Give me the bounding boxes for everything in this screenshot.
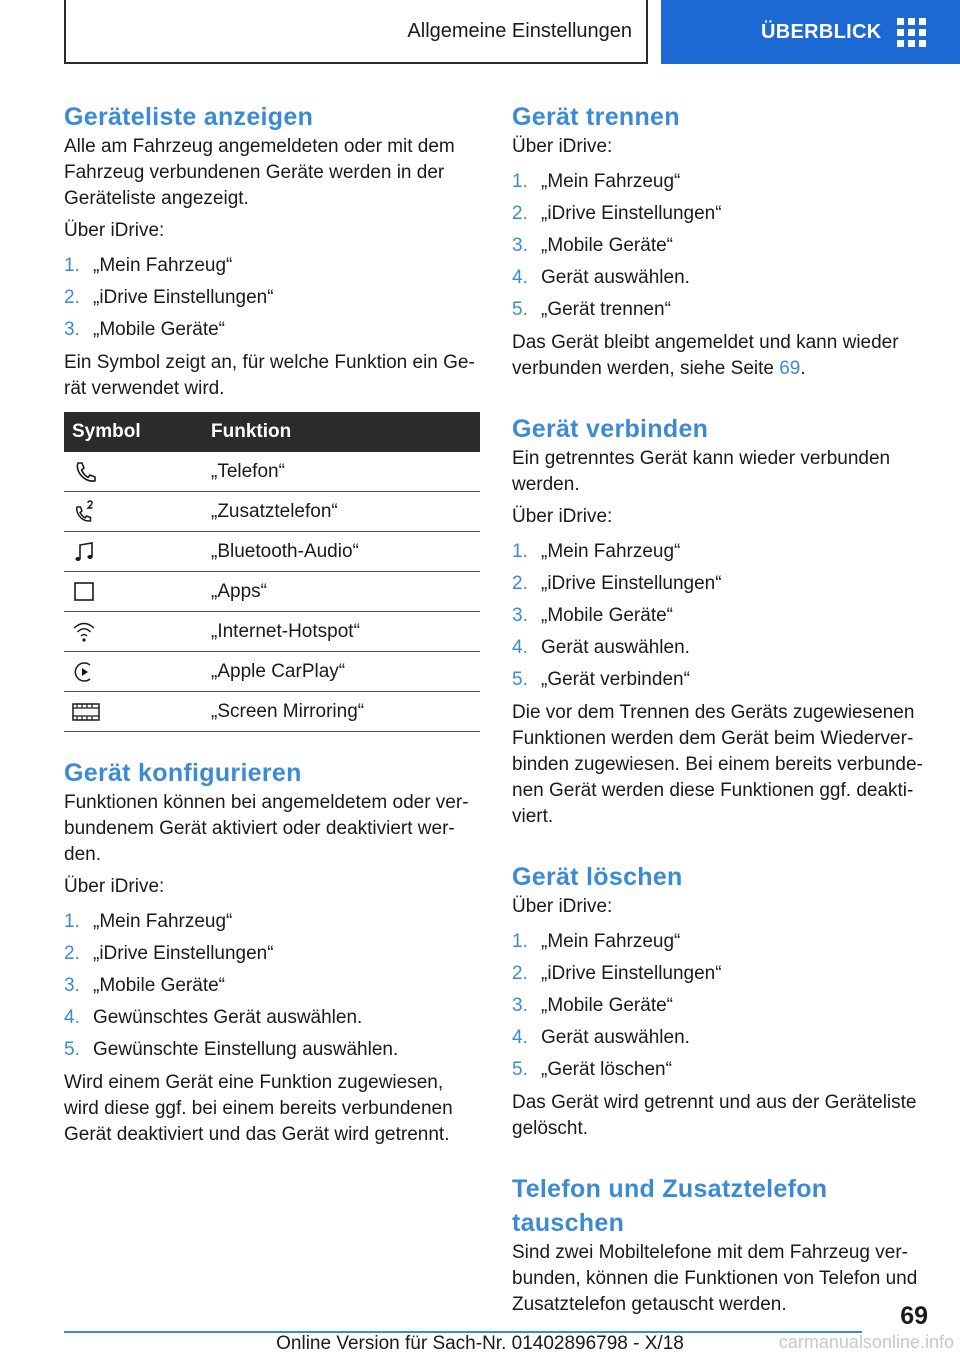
list-item: 4. Gewünschtes Gerät auswählen.	[64, 1007, 363, 1028]
list-item: 2. „iDrive Einstellungen“	[512, 963, 722, 984]
list-item: 3. „Mobile Geräte“	[512, 995, 673, 1016]
watermark: carmanualsonline.info	[778, 1332, 954, 1352]
paragraph: Wird einem Gerät eine Funktion zugewiesen, wird diese ggf. bei einem bereits verbundenen Gerät deaktiviert und das Gerät wird getrennt.	[64, 1072, 453, 1145]
paragraph: Das Gerät bleibt angemeldet und kann wieder verbunden werden, siehe Seite 69.	[512, 332, 899, 379]
footer-text: Online Version für Sach-Nr. 01402896798 - X/18	[276, 1333, 684, 1354]
function-label: „Screen Mirroring“	[211, 692, 480, 732]
phone-icon	[72, 460, 100, 484]
carplay-icon	[72, 660, 100, 684]
header-section-title	[64, 0, 648, 64]
table-row	[64, 572, 480, 612]
list-item: 2. „iDrive Einstellungen“	[512, 203, 722, 224]
table-row	[64, 652, 480, 692]
column-header-symbol: Symbol	[64, 412, 211, 452]
paragraph: Ein getrenntes Gerät kann wieder verbunden werden.	[512, 448, 891, 495]
paragraph: Sind zwei Mobiltelefone mit dem Fahrzeug ver-bunden, können die Funktionen von Telefon und Zusatztelefon getauscht werden.	[512, 1242, 918, 1315]
function-label: „Apple CarPlay“	[211, 652, 480, 692]
function-label: „Apps“	[211, 572, 480, 612]
music-note-icon	[72, 540, 100, 564]
table-row	[64, 692, 480, 732]
paragraph: Alle am Fahrzeug angemeldeten oder mit dem Fahrzeug verbundenen Geräte werden in der Geräteliste angezeigt.	[64, 136, 455, 209]
section-heading-delete: Gerät löschen	[512, 863, 683, 891]
list-item: 3. „Mobile Geräte“	[512, 605, 673, 626]
list-item: 1. „Mein Fahrzeug“	[512, 171, 681, 192]
list-item: 1. „Mein Fahrzeug“	[64, 911, 233, 932]
left-column	[64, 100, 480, 1154]
section-heading-configure: Gerät konfigurieren	[64, 759, 302, 787]
list-item: 4. Gerät auswählen.	[512, 637, 690, 658]
paragraph: Die vor dem Trennen des Geräts zugewiesenen Funktionen werden dem Gerät beim Wiederver-binden zugewiesen. Bei einem bereits verbunde-nen Gerät werden diese Funktionen ggf. deakti-viert.	[512, 702, 923, 827]
list-item: 3. „Mobile Geräte“	[64, 319, 225, 340]
steps-list	[512, 926, 928, 1086]
list-item: 5. „Gerät trennen“	[512, 299, 671, 320]
section-heading-swap-phones: Telefon und Zusatztelefon tauschen	[512, 1175, 828, 1237]
list-item: 3. „Mobile Geräte“	[512, 235, 673, 256]
table-row	[64, 492, 480, 532]
function-label: „Bluetooth-Audio“	[211, 532, 480, 572]
paragraph: Über iDrive:	[512, 896, 613, 917]
symbol-table	[64, 412, 480, 732]
apps-square-icon	[72, 580, 100, 604]
overview-tab[interactable]	[661, 0, 960, 64]
steps-list	[64, 906, 480, 1066]
list-item: 5. „Gerät löschen“	[512, 1059, 672, 1080]
section-heading-device-list: Geräteliste anzeigen	[64, 103, 314, 131]
section-heading-disconnect: Gerät trennen	[512, 103, 680, 131]
paragraph: Das Gerät wird getrennt und aus der Geräteliste gelöscht.	[512, 1092, 917, 1139]
column-header-function: Funktion	[211, 412, 480, 452]
paragraph: Über iDrive:	[64, 220, 165, 241]
page-number: 69	[900, 1302, 928, 1330]
paragraph: Über iDrive:	[512, 506, 613, 527]
list-item: 3. „Mobile Geräte“	[64, 975, 225, 996]
table-row	[64, 452, 480, 492]
table-header-row	[64, 412, 480, 452]
list-item: 2. „iDrive Einstellungen“	[512, 573, 722, 594]
steps-list	[64, 250, 480, 346]
page-link[interactable]: 69	[779, 358, 801, 379]
list-item: 1. „Mein Fahrzeug“	[512, 541, 681, 562]
list-item: 2. „iDrive Einstellungen“	[64, 943, 274, 964]
steps-list	[512, 536, 928, 696]
table-row	[64, 532, 480, 572]
section-title-text: Allgemeine Einstellungen	[407, 19, 632, 42]
section-heading-connect: Gerät verbinden	[512, 415, 709, 443]
function-label: „Zusatztelefon“	[211, 492, 480, 532]
function-label: „Internet-Hotspot“	[211, 612, 480, 652]
screen-mirroring-icon	[72, 700, 100, 724]
overview-tab-label: ÜBERBLICK	[761, 20, 882, 43]
paragraph: Ein Symbol zeigt an, für welche Funktion ein Ge-rät verwendet wird.	[64, 352, 475, 399]
grid-icon	[897, 18, 926, 47]
list-item: 5. Gewünschte Einstellung auswählen.	[64, 1039, 399, 1060]
list-item: 2. „iDrive Einstellungen“	[64, 287, 274, 308]
paragraph: Über iDrive:	[64, 876, 165, 897]
table-row	[64, 612, 480, 652]
right-column	[512, 100, 928, 1324]
wifi-hotspot-icon	[72, 620, 100, 644]
list-item: 1. „Mein Fahrzeug“	[64, 255, 233, 276]
list-item: 1. „Mein Fahrzeug“	[512, 931, 681, 952]
secondary-phone-icon	[72, 500, 100, 524]
paragraph: Über iDrive:	[512, 136, 613, 157]
function-label: „Telefon“	[211, 452, 480, 492]
list-item: 5. „Gerät verbinden“	[512, 669, 690, 690]
steps-list	[512, 166, 928, 326]
list-item: 4. Gerät auswählen.	[512, 1027, 690, 1048]
list-item: 4. Gerät auswählen.	[512, 267, 690, 288]
paragraph: Funktionen können bei angemeldetem oder ver-bundenem Gerät aktiviert oder deaktiviert wer-den.	[64, 792, 469, 865]
